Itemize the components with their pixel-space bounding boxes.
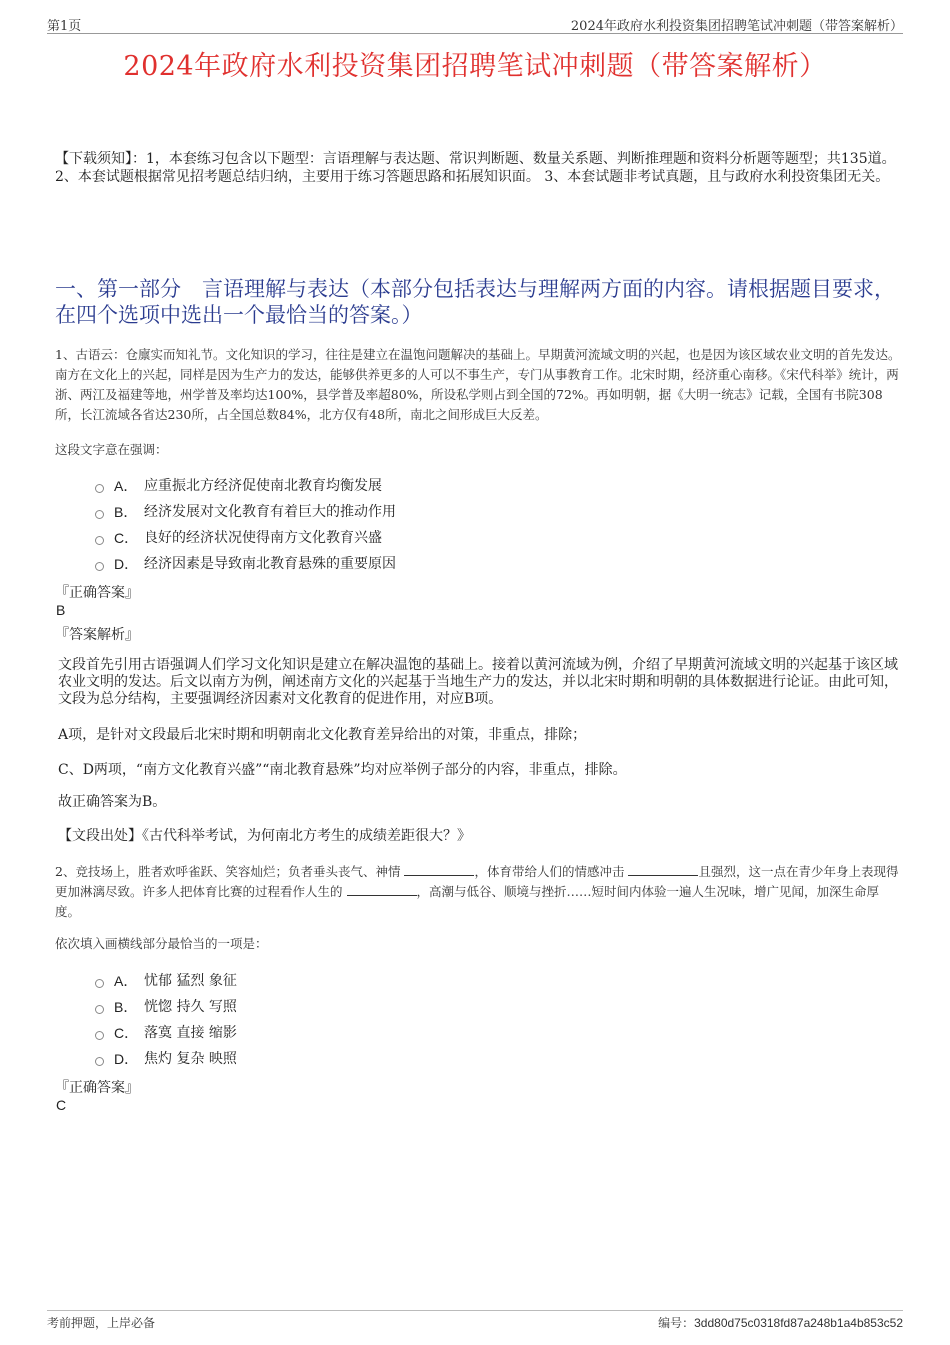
question-2-answer: C bbox=[56, 1097, 67, 1113]
question-2-stem: 依次填入画横线部分最恰当的一项是： bbox=[55, 936, 268, 951]
question-1-analysis-main: 文段首先引用古语强调人们学习文化知识是建立在解决温饱的基础上。接着以黄河流域为例，介绍了早期黄河流域文明的兴起基于该区域农业文明的发达。后文以南方为例，阐述南方文化的兴起基于当地生产力的发达，并以北宋时期和明朝的具体数据进行论证。由此可知，文段为总分结构，主要强调经济因素对文化教育的促进作用，对应B项。 bbox=[58, 657, 898, 707]
option-d[interactable]: D． 经济因素是导致南北教育悬殊的重要原因 bbox=[95, 551, 396, 577]
section-heading: 一、第一部分 言语理解与表达（本部分包括表达与理解两方面的内容。请根据题目要求，在四个选项中选出一个最恰当的答案。） bbox=[55, 277, 895, 327]
question-2-answer-label: 『正确答案』 bbox=[55, 1080, 139, 1096]
question-1-passage: 1、古语云：仓廪实而知礼节。文化知识的学习，往往是建立在温饱问题解决的基础上。早期黄河流域文明的兴起，也是因为该区域农业文明的首先发达。南方在文化上的兴起，同样是因为生产力的发达，能够供养更多的人可以不事生产，专门从事教育工作。北宋时期，经济重心南移。《宋代科举》统计，两浙、两江及福建等地，州学普及率均达100%，县学普及率超80%，所设私学则占到全国的72%。再如明朝，据《大明一统志》记载，全国有书院308所，长江流域各省达230所，占全国总数84%，北方仅有48所，南北之间形成巨大反差。 bbox=[55, 347, 901, 422]
question-1-analysis-a: A项，是针对文段最后北宋时期和明朝南北文化教育差异给出的对策，非重点，排除； bbox=[58, 727, 587, 743]
question-1-source: 【文段出处】《古代科举考试，为何南北方考生的成绩差距很大？》 bbox=[58, 828, 471, 844]
radio-icon[interactable] bbox=[95, 562, 104, 571]
blank-3[interactable] bbox=[347, 883, 417, 896]
radio-icon[interactable] bbox=[95, 1005, 104, 1014]
option-b[interactable]: B． 恍惚 持久 写照 bbox=[95, 994, 237, 1020]
question-1-answer: B bbox=[56, 602, 66, 618]
option-c[interactable]: C． 落寞 直接 缩影 bbox=[95, 1020, 237, 1046]
question-1-stem: 这段文字意在强调： bbox=[55, 442, 168, 457]
radio-icon[interactable] bbox=[95, 484, 104, 493]
question-1-conclusion: 故正确答案为B。 bbox=[58, 794, 167, 810]
option-d[interactable]: D． 焦灼 复杂 映照 bbox=[95, 1046, 237, 1072]
option-a[interactable]: A． 忧郁 猛烈 象征 bbox=[95, 968, 237, 994]
footer-slogan: 考前押题，上岸必备 bbox=[47, 1316, 156, 1330]
option-c[interactable]: C． 良好的经济状况使得南方文化教育兴盛 bbox=[95, 525, 396, 551]
document-title: 2024年政府水利投资集团招聘笔试冲刺题（带答案解析） bbox=[123, 51, 827, 82]
question-1-answer-label: 『正确答案』 bbox=[55, 585, 139, 601]
question-1-analysis-cd: C、D两项，“南方文化教育兴盛”“南北教育悬殊”均对应举例子部分的内容，非重点，排除。 bbox=[58, 762, 627, 778]
footer-code: 编号：3dd80d75c0318fd87a248b1a4b853c52 bbox=[658, 1316, 903, 1330]
question-2-passage: 2、竞技场上，胜者欢呼雀跃、笑容灿烂；负者垂头丧气、神情 ，体育带给人们的情感冲击 且强烈，这一点在青少年身上表现得更加淋漓尽致。许多人把体育比赛的过程看作人生的 ，高潮与低谷、顺境与挫折……短时间内体验一遍人生况味，增广见闻，加深生命厚度。 bbox=[55, 864, 899, 919]
blank-2[interactable] bbox=[628, 863, 698, 876]
header-doc-title: 2024年政府水利投资集团招聘笔试冲刺题（带答案解析） bbox=[570, 19, 903, 34]
blank-1[interactable] bbox=[404, 863, 474, 876]
option-a[interactable]: A． 应重振北方经济促使南北教育均衡发展 bbox=[95, 473, 396, 499]
question-2-options bbox=[95, 968, 237, 1072]
radio-icon[interactable] bbox=[95, 1031, 104, 1040]
question-1-options bbox=[95, 473, 396, 577]
option-b[interactable]: B． 经济发展对文化教育有着巨大的推动作用 bbox=[95, 499, 396, 525]
question-1-analysis-label: 『答案解析』 bbox=[55, 627, 139, 643]
radio-icon[interactable] bbox=[95, 979, 104, 988]
radio-icon[interactable] bbox=[95, 1057, 104, 1066]
download-notice: 【下载须知】：1，本套练习包含以下题型：言语理解与表达题、常识判断题、数量关系题、判断推理题和资料分析题等题型；共135道。 2、本套试题根据常见招考题总结归纳，主要用于练习答题思路和拓展知识面。 3、本套试题非考试真题，且与政府水利投资集团无关。 bbox=[55, 151, 896, 185]
header-divider bbox=[47, 33, 903, 34]
radio-icon[interactable] bbox=[95, 510, 104, 519]
radio-icon[interactable] bbox=[95, 536, 104, 545]
footer-divider bbox=[47, 1310, 903, 1311]
header-page-number: 第1页 bbox=[47, 19, 82, 34]
